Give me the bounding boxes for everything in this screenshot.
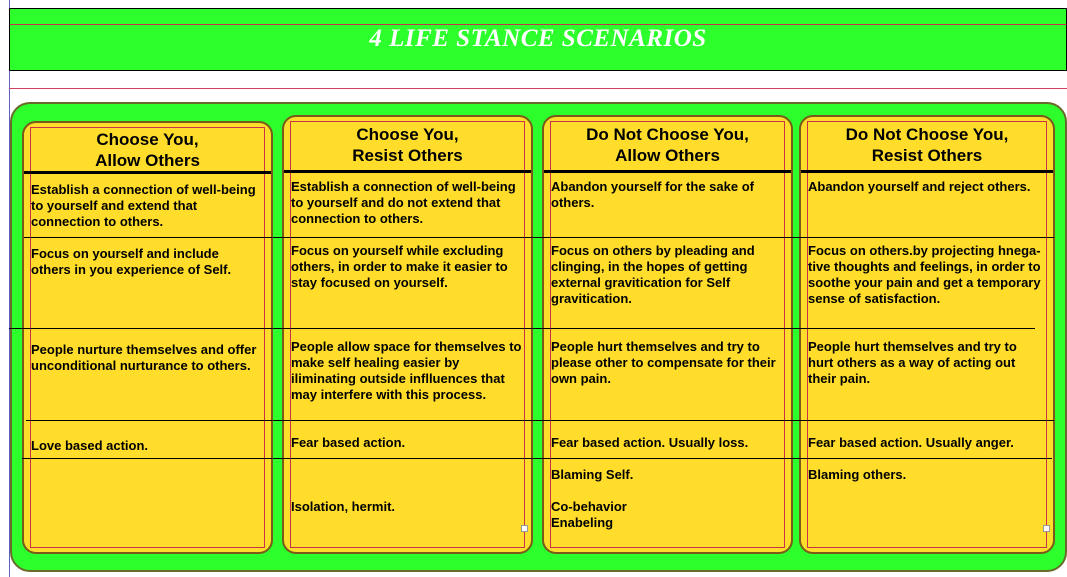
card-heading-line1[interactable]: Choose You,	[356, 125, 459, 144]
row-extra[interactable]: Blaming Self. Co-behavior Enabeling	[551, 467, 634, 530]
row-action[interactable]: Fear based action.	[291, 435, 406, 450]
overflow-handle-icon[interactable]	[1043, 525, 1050, 532]
row-separator	[9, 328, 1035, 329]
row-connection[interactable]: Abandon yourself and reject others.	[808, 179, 1031, 194]
row-action[interactable]: Fear based action. Usually anger.	[808, 435, 1014, 450]
row-separator	[22, 458, 1052, 459]
row-focus[interactable]: Focus on others.by projecting hnega- tive thoughts and feelings, in order to soothe your pain and get a temporary sense of satisfaction.	[808, 243, 1041, 306]
card-heading-line1[interactable]: Do Not Choose You,	[845, 125, 1009, 144]
card-heading-line2[interactable]: Resist Others	[352, 146, 463, 165]
row-people[interactable]: People allow space for themselves to make self healing easier by iliminating outside inflluences that may interfere with this process.	[291, 339, 522, 402]
row-action[interactable]: Fear based action. Usually loss.	[551, 435, 749, 450]
card-not-choose-you-allow-others[interactable]	[542, 115, 793, 554]
row-focus[interactable]: Focus on yourself while excluding others, in order to make it easier to stay focused on yourself.	[291, 243, 508, 290]
card-choose-you-resist-others[interactable]	[282, 115, 533, 554]
row-people[interactable]: People hurt themselves and try to hurt others as a way of acting out their pain.	[808, 339, 1017, 386]
row-focus[interactable]: Focus on yourself and include others in you experience of Self.	[31, 246, 232, 277]
layout-guide-horizontal	[9, 88, 1067, 89]
heading-rule	[801, 170, 1053, 173]
card-heading-line2[interactable]: Allow Others	[95, 151, 200, 170]
row-people[interactable]: People nurture themselves and offer unconditional nurturance to others.	[31, 342, 257, 373]
row-separator	[24, 237, 1054, 238]
card-not-choose-you-resist-others[interactable]	[799, 115, 1055, 554]
card-heading[interactable]	[801, 124, 1053, 166]
row-action[interactable]: Love based action.	[31, 438, 149, 453]
row-extra[interactable]: Isolation, hermit.	[291, 499, 396, 514]
row-connection[interactable]: Establish a connection of well-being to yourself and do not extend that connection to others.	[291, 179, 516, 226]
card-choose-you-allow-others[interactable]	[22, 121, 273, 554]
row-separator	[26, 420, 1054, 421]
heading-rule	[284, 170, 531, 173]
row-people[interactable]: People hurt themselves and try to please other to compensate for their own pain.	[551, 339, 776, 386]
row-connection[interactable]: Abandon yourself for the sake of others.	[551, 179, 754, 210]
card-heading[interactable]	[24, 129, 271, 171]
title-banner[interactable]	[9, 8, 1067, 71]
card-heading-line2[interactable]: Resist Others	[871, 146, 983, 165]
row-connection[interactable]: Establish a connection of well-being to yourself and extend that connection to others.	[31, 182, 256, 229]
heading-rule	[544, 170, 791, 173]
row-focus[interactable]: Focus on others by pleading and clinging, in the hopes of getting external gravitication for Self gravitication.	[551, 243, 755, 306]
card-heading[interactable]	[284, 124, 531, 166]
card-heading[interactable]	[544, 124, 791, 166]
page-title[interactable]: 4 LIFE STANCE SCENARIOS	[369, 25, 707, 52]
row-extra[interactable]: Blaming others.	[808, 467, 907, 482]
card-heading-line2[interactable]: Allow Others	[615, 146, 720, 165]
card-heading-line1[interactable]: Do Not Choose You,	[586, 125, 749, 144]
overflow-handle-icon[interactable]	[521, 525, 528, 532]
card-heading-line1[interactable]: Choose You,	[96, 130, 199, 149]
heading-rule	[24, 171, 271, 174]
